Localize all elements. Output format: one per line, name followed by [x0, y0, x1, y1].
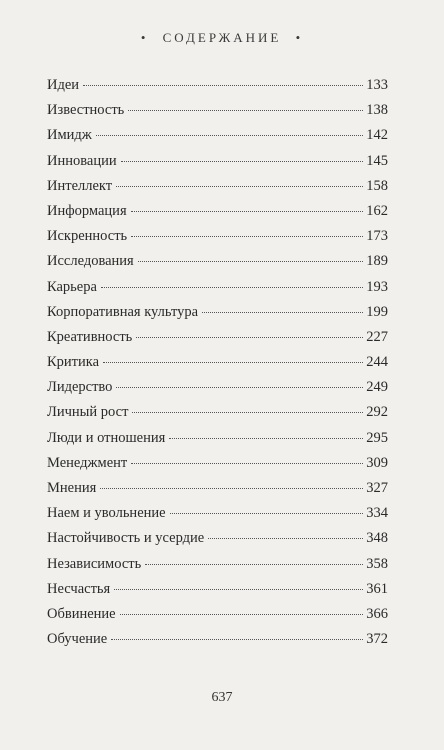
toc-entry [47, 178, 388, 203]
toc-entry-page: 295 [366, 429, 388, 446]
toc-entry [47, 430, 388, 455]
dot-leader [131, 236, 363, 237]
dot-leader [169, 438, 363, 439]
toc-entry [47, 102, 388, 127]
toc-entry-page: 162 [366, 202, 388, 219]
toc-entry-title: Обучение [47, 631, 108, 648]
toc-entry-title: Исследования [47, 253, 134, 270]
toc-entry-page: 227 [366, 328, 388, 345]
toc-entry-page: 348 [366, 530, 388, 547]
dot-leader [145, 564, 363, 565]
toc-entry-page: 133 [366, 77, 388, 93]
toc-entry [47, 228, 388, 253]
page-number: 637 [211, 690, 233, 705]
dot-leader [96, 135, 363, 136]
toc-entry-page: 142 [366, 127, 388, 144]
dot-leader [103, 362, 363, 363]
toc-entry-title: Критика [47, 354, 100, 371]
toc-entry-title: Наем и увольнение [47, 505, 166, 522]
toc-entry [47, 329, 388, 354]
dot-leader [116, 186, 363, 187]
dot-leader [132, 412, 363, 413]
toc-entry-page: 244 [366, 354, 388, 371]
dot-leader [131, 211, 364, 212]
toc-entry-title: Личный рост [47, 404, 129, 421]
toc-entry-title: Лидерство [47, 379, 113, 396]
toc-entry-page: 189 [366, 253, 388, 270]
dot-leader [138, 261, 364, 262]
toc-entry [47, 279, 388, 304]
toc-entry-page: 292 [366, 404, 388, 421]
toc-entry-title: Независимость [47, 555, 142, 572]
dot-leader [202, 312, 363, 313]
toc-entry [47, 379, 388, 404]
toc-entry [47, 631, 388, 656]
dot-leader [114, 589, 363, 590]
toc-entry-title: Искренность [47, 228, 128, 245]
dot-leader [131, 463, 363, 464]
dot-leader [120, 614, 364, 615]
dot-leader [111, 639, 363, 640]
toc-entry [47, 480, 388, 505]
toc-entry-page: 366 [366, 605, 388, 622]
toc-entry-page: 361 [366, 580, 388, 597]
toc-entry [47, 77, 388, 102]
toc-entry [47, 455, 388, 480]
toc-entry [47, 556, 388, 581]
header-bullet-right: • [295, 30, 304, 45]
toc-entry-title: Настойчивость и усердие [47, 530, 205, 547]
dot-leader [83, 85, 363, 86]
dot-leader [100, 488, 363, 489]
page-title: СОДЕРЖАНИЕ [162, 30, 282, 45]
toc-entry [47, 127, 388, 152]
dot-leader [128, 110, 363, 111]
toc-entry-page: 249 [366, 379, 388, 396]
toc-entry [47, 404, 388, 429]
toc-entry-title: Идеи [47, 77, 80, 93]
toc-entry [47, 253, 388, 278]
toc-entry-page: 358 [366, 555, 388, 572]
toc-entry [47, 354, 388, 379]
toc-entry-title: Корпоративная культура [47, 303, 199, 320]
toc-entry-page: 173 [366, 228, 388, 245]
toc-entry-title: Карьера [47, 278, 97, 295]
toc-entry-title: Интеллект [47, 177, 113, 194]
toc-entry-page: 372 [366, 631, 388, 648]
toc-entry-title: Креативность [47, 328, 133, 345]
page-header [0, 30, 444, 46]
toc-entry-page: 309 [366, 454, 388, 471]
toc-entry-page: 199 [366, 303, 388, 320]
dot-leader [121, 161, 364, 162]
toc-entry [47, 304, 388, 329]
toc-entry-title: Менеджмент [47, 454, 128, 471]
toc-entry [47, 203, 388, 228]
toc-entry-title: Мнения [47, 480, 97, 496]
toc-entry-page: 327 [366, 480, 388, 496]
toc-entry-page: 193 [366, 278, 388, 295]
toc-entry-page: 145 [366, 152, 388, 169]
toc-entry-title: Обвинение [47, 605, 116, 622]
toc-entry [47, 505, 388, 530]
dot-leader [208, 538, 363, 539]
toc-entry [47, 153, 388, 178]
toc-entry-title: Люди и отношения [47, 429, 166, 446]
toc-entry-title: Инновации [47, 152, 117, 169]
toc-entry-page: 138 [366, 102, 388, 119]
toc-entry-page: 334 [366, 505, 388, 522]
toc-entry-title: Информация [47, 202, 127, 219]
header-bullet-left: • [140, 30, 149, 45]
toc-entry [47, 606, 388, 631]
dot-leader [136, 337, 363, 338]
toc-entry-title: Известность [47, 102, 125, 119]
toc-entry [47, 581, 388, 606]
toc-entry-title: Несчастья [47, 580, 111, 597]
toc-entry-title: Имидж [47, 127, 92, 144]
toc-entry-page: 158 [366, 177, 388, 194]
dot-leader [116, 387, 363, 388]
dot-leader [101, 287, 363, 288]
toc-entry [47, 530, 388, 555]
table-of-contents [47, 77, 388, 656]
dot-leader [170, 513, 364, 514]
